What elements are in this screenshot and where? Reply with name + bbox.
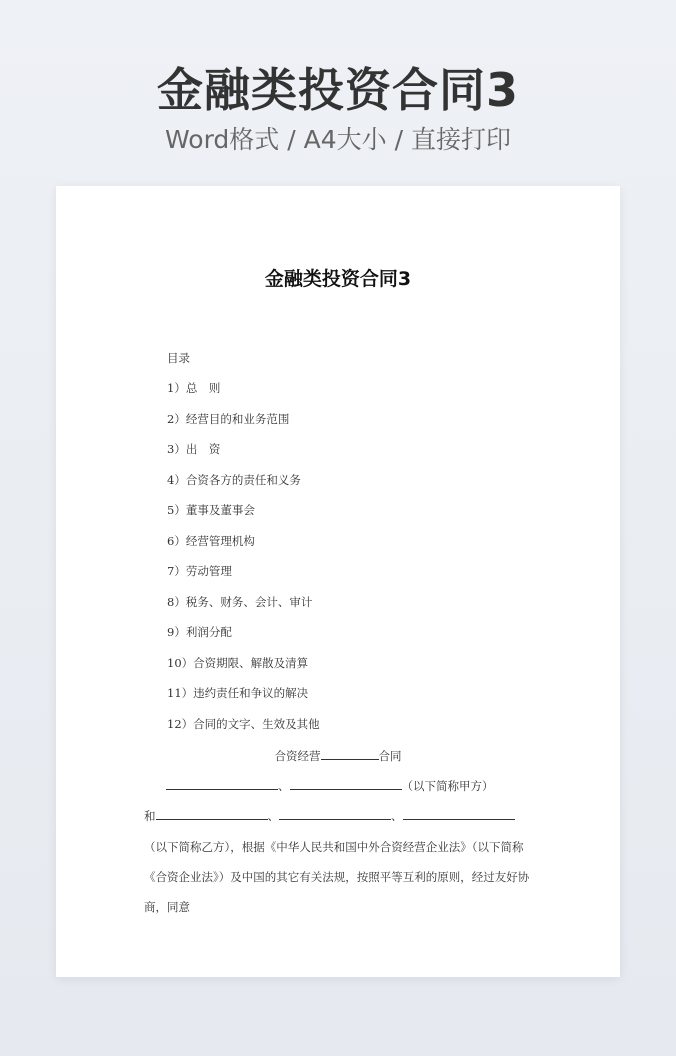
toc-item: 11）违约责任和争议的解决 [167, 686, 309, 700]
separator: 、 [267, 809, 279, 823]
and-label: 和 [144, 809, 156, 823]
contract-heading-prefix: 合资经营 [274, 749, 321, 763]
toc-item: 3）出 资 [167, 442, 221, 456]
toc-item: 12）合同的文字、生效及其他 [167, 716, 320, 731]
separator: 、 [391, 809, 403, 823]
toc-item: 9）利润分配 [167, 625, 232, 639]
blank-line [321, 748, 379, 760]
page-title: 金融类投资合同3 [156, 63, 519, 117]
party-a-suffix: （以下简称甲方） [401, 779, 494, 793]
toc-item: 8）税务、财务、会计、审计 [167, 594, 313, 609]
party-b-line [144, 808, 515, 824]
toc-item: 1）总 则 [167, 381, 221, 395]
toc-item: 5）董事及董事会 [167, 503, 255, 517]
page-subtitle: Word格式 / A4大小 / 直接打印 [165, 125, 511, 154]
toc-item: 10）合资期限、解散及清算 [167, 655, 309, 670]
body-paragraph: （以下简称乙方），根据《中华人民共和国中外合资经营企业法》（以下简称《合资企业法》）及中国的其它有关法规，按照平等互利的原则，经过友好协商，同意 [144, 840, 530, 914]
document-title: 金融类投资合同3 [264, 268, 412, 290]
party-a-line [166, 778, 494, 794]
contract-heading-suffix: 合同 [378, 749, 402, 763]
blank-line [279, 808, 391, 820]
blank-line [403, 808, 515, 820]
contract-heading [56, 748, 620, 764]
toc-list [167, 381, 320, 747]
blank-line [290, 778, 402, 790]
toc-item: 2）经营目的和业务范围 [167, 411, 290, 426]
toc-item: 4）合资各方的责任和义务 [167, 472, 301, 487]
blank-line [166, 778, 278, 790]
toc-label: 目录 [167, 351, 190, 365]
page-header [0, 60, 676, 158]
toc-item: 7）劳动管理 [167, 564, 232, 578]
separator: 、 [278, 779, 290, 793]
blank-line [156, 808, 268, 820]
toc-item: 6）经营管理机构 [167, 533, 255, 548]
document-page [56, 186, 620, 977]
